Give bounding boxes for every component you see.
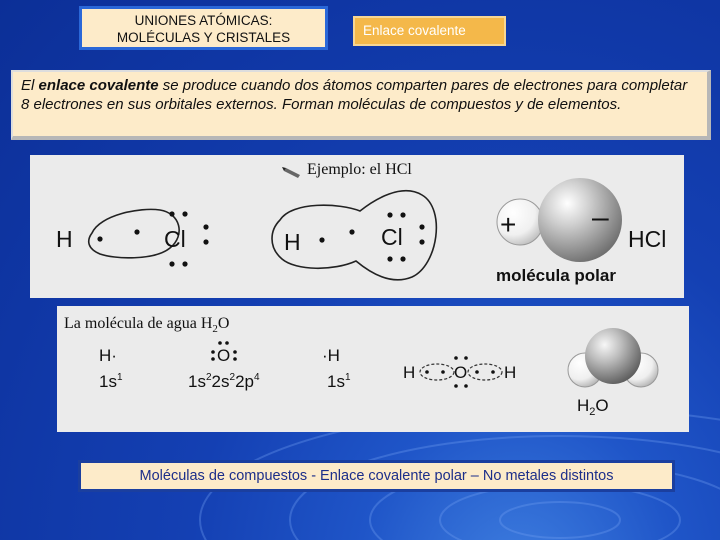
hcl-cl-atom-2: Cl [381, 224, 403, 250]
partial-positive-sign: + [500, 209, 517, 240]
h-config-right: $1s^1$ [327, 372, 351, 391]
hcl-formula: HCl [628, 226, 667, 252]
h2o-heading: La molécula de agua $H_2O$ [64, 315, 230, 335]
o-config: $1s^22s^22p^4$ [188, 372, 260, 391]
hcl-electrons-1 [97, 211, 208, 266]
definition-prefix: El [21, 77, 39, 94]
h2o-figure [57, 306, 689, 432]
h-lewis-left: H· [99, 346, 117, 365]
chlorine-sphere [538, 178, 622, 262]
water-lewis-structure [403, 356, 516, 388]
hcl-electrons-2 [319, 212, 424, 261]
hcl-h-atom-2: H [284, 229, 301, 255]
slide-title [79, 6, 328, 50]
h-lewis-right: ·H [322, 346, 340, 365]
oxygen-symbol: O [217, 346, 231, 365]
lewis-h1: H [403, 363, 416, 382]
h-config-left: $1s^1$ [99, 372, 123, 391]
water-model-label: $H_2O$ [577, 396, 609, 418]
hcl-heading: Ejemplo: el HCl [307, 161, 412, 178]
caption-box: Moléculas de compuestos - Enlace covalente polar – No metales distintos [78, 460, 675, 492]
definition-rest: se produce cuando dos átomos comparten pares de electrones para completar 8 electrones en sus orbitales externos. Forman moléculas de compuestos y de elementos. [21, 77, 688, 113]
hcl-h-atom: H [56, 226, 73, 252]
slide-title-line1: UNIONES ATÓMICAS: [134, 13, 273, 28]
slide-title-line2: MOLÉCULAS Y CRISTALES [116, 30, 291, 45]
oxygen-lewis [211, 341, 237, 365]
lewis-o: O [454, 363, 468, 382]
section-tag: Enlace covalente [353, 16, 506, 46]
water-o-sphere [585, 328, 641, 384]
lewis-h2: H [504, 363, 517, 382]
pencil-icon [282, 167, 300, 178]
definition-box [11, 70, 711, 140]
polar-molecule-label: molécula polar [496, 266, 616, 285]
hcl-cl-atom: Cl [164, 226, 186, 252]
hcl-figure [30, 155, 684, 298]
partial-negative-sign: – [592, 201, 609, 234]
definition-term: enlace covalente [38, 77, 159, 94]
